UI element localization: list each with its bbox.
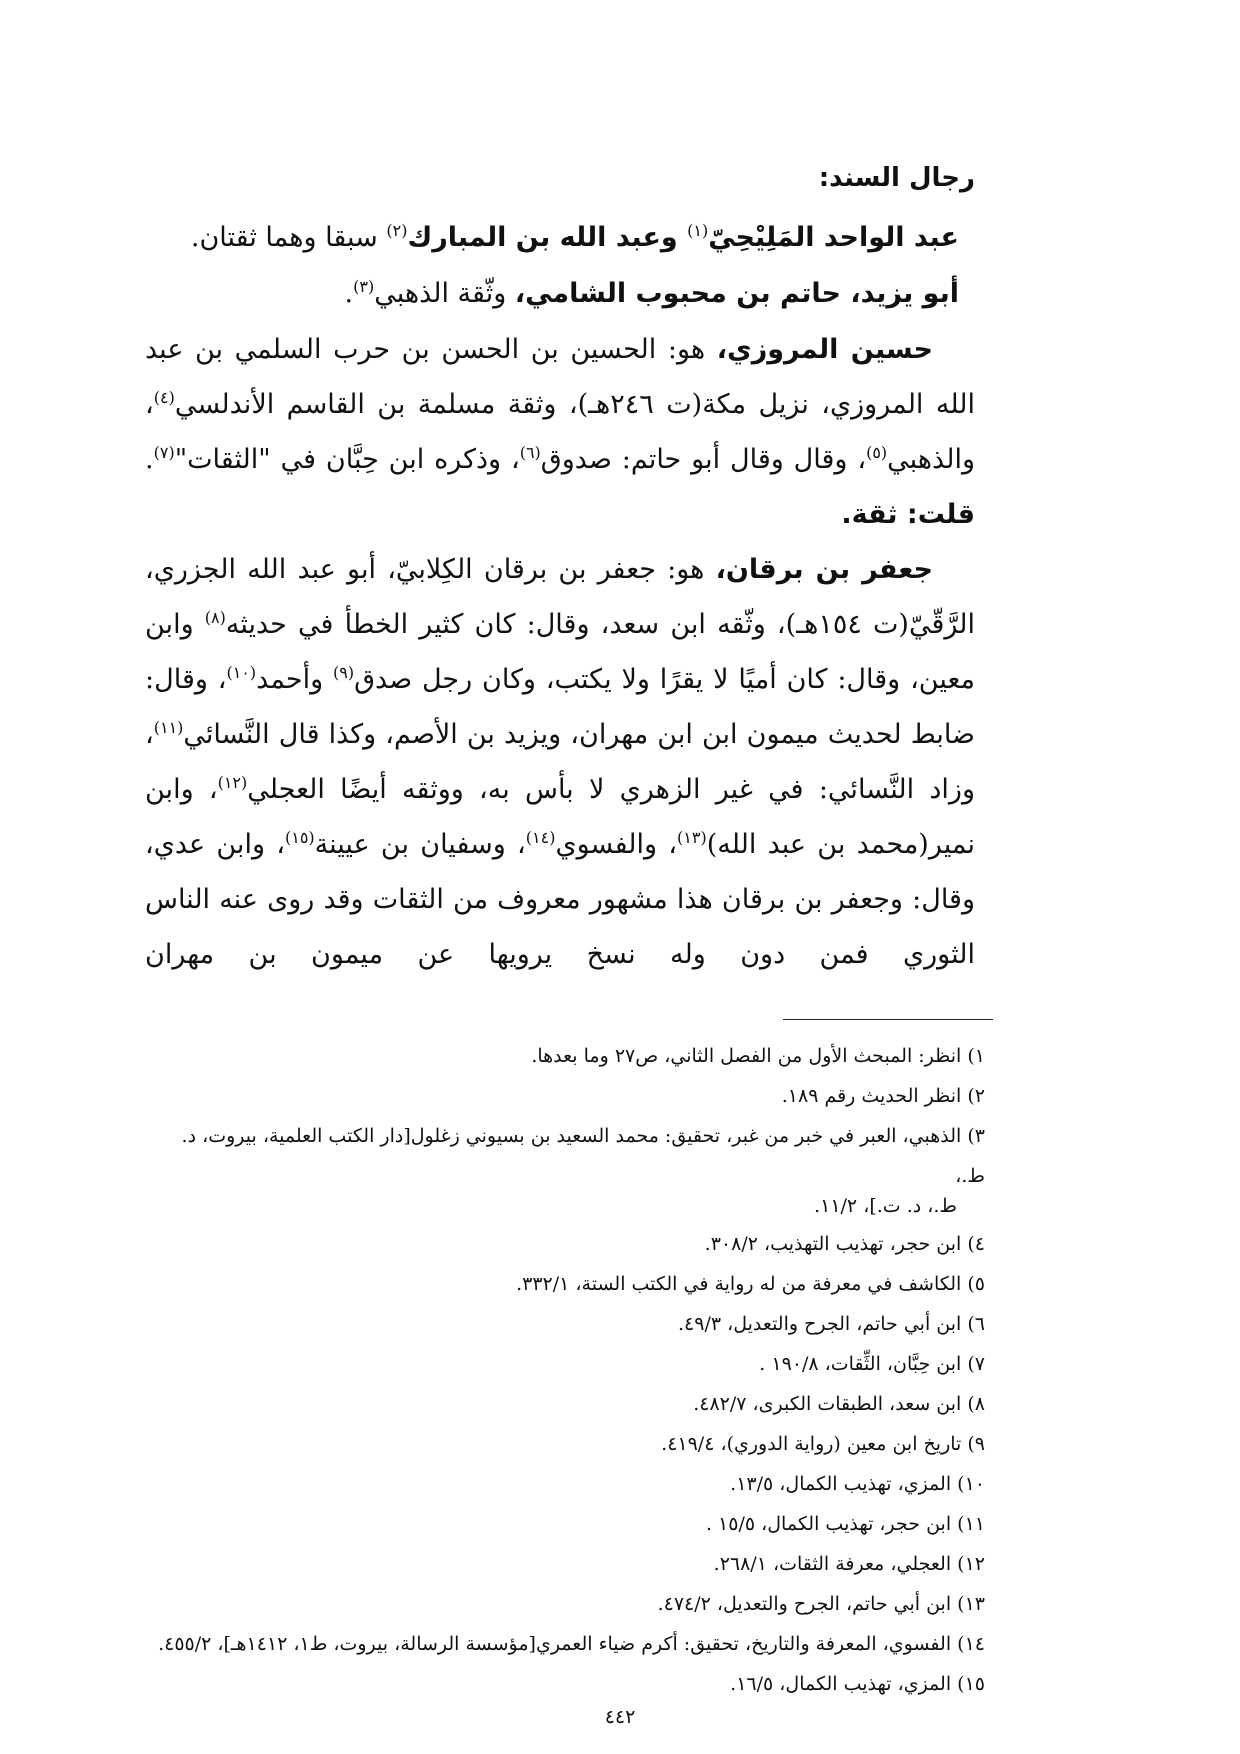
footnote-item: ٥) الكاشف في معرفة من له رواية في الكتب الستة، ٣٣٢/١. [516,1273,985,1295]
paragraph-text: ، والذهبي [145,389,975,475]
footnote-item: ١٠) المزي، تهذيب الكمال، ١٣/٥. [730,1473,985,1495]
footnote-item: ٧) ابن حِبَّان، الثِّقات، ١٩٠/٨ . [759,1353,985,1375]
paragraph-text: ، وذكره ابن حِبَّان في "الثقات" [174,444,520,475]
paragraph-text: ، وزاد النَّسائي: في غير الزهري لا بأس به، ووثقه أيضًا العجلي [145,719,975,805]
narrator-text: سبقا وهما ثقتان. [190,222,387,253]
narrator-line-1 [145,210,975,266]
paragraph-text: وأحمد [256,664,333,695]
footnote-ref[interactable]: (٧) [153,443,175,462]
footnote-item: ٤) ابن حجر، تهذيب التهذيب، ٣٠٨/٢. [704,1233,985,1255]
paragraph-text: وابن معين، وقال: كان أميًا لا يقرًا ولا يكتب، وكان رجل صدق [145,609,975,695]
footnote-item-continuation: ط.، د. ت.]، ١١/٢. [814,1195,957,1217]
footnote-item: ١٣) ابن أبي حاتم، الجرح والتعديل، ٤٧٤/٢. [657,1593,985,1615]
paragraph-text: . [145,444,154,475]
paragraph-text: هو: الحسين بن الحسن بن حرب السلمي بن عبد الله المروزي، نزيل مكة(ت ٢٤٦هـ)، وثقة مسلمة بن القاسم الأندلسي [145,334,976,420]
footnote-ref[interactable]: (١٤) [525,828,556,847]
footnote-item: ٢) انظر الحديث رقم ١٨٩. [781,1085,985,1107]
main-text [145,150,975,982]
paragraph-text: ، وقال وقال أبو حاتم: صدوق [540,444,867,475]
page-number: ٤٤٢ [604,1706,636,1728]
footnote-item: ٩) تاريخ ابن معين (رواية الدوري)، ٤١٩/٤. [661,1433,985,1455]
footnote-ref[interactable]: (١٥) [284,828,315,847]
narrator-name: عبد الواحد المَلِيْحِيّ [708,222,959,253]
footnote-ref[interactable]: (١١) [153,718,184,737]
narrator-text: وثّقة الذهبي [374,278,515,309]
footnotes [155,1036,985,1704]
footnote-ref[interactable]: (١٠) [226,663,257,682]
footnote-item: ١) انظر: المبحث الأول من الفصل الثاني، ص٢٧ وما بعدها. [531,1045,985,1067]
footnote-ref[interactable]: (١٣) [677,828,707,847]
footnote-item: ٣) الذهبي، العبر في خبر من غبر، تحقيق: محمد السعيد بن بسيوني زغلول[دار الكتب العلمية، بيروت، د. ط.، [181,1125,985,1187]
footnote-ref[interactable]: (٥) [866,443,888,462]
section-heading: رجال السند: [818,163,975,193]
paragraph-text: ، وابن نمير(محمد بن عبد الله) [145,774,975,860]
footnote-ref[interactable]: (٩) [333,663,355,682]
footnote-item: ١١) ابن حجر، تهذيب الكمال، ١٥/٥ . [705,1513,985,1535]
paragraph-hussein [145,322,975,542]
footnote-item: ٦) ابن أبي حاتم، الجرح والتعديل، ٤٩/٣. [678,1313,985,1335]
paragraph-text: ، وسفيان بن عيينة [314,829,526,860]
footnote-item: ١٤) الفسوي، المعرفة والتاريخ، تحقيق: أكرم ضياء العمري[مؤسسة الرسالة، بيروت، ط١، ١٤١٢هـ]، ٤٥٥/٢. [158,1633,985,1655]
footnote-ref[interactable]: (٣) [353,277,375,296]
footnote-ref[interactable]: (٤) [153,388,175,407]
footnote-ref[interactable]: (٨) [204,608,226,627]
footnote-ref[interactable]: (٢) [386,221,408,240]
footnote-ref[interactable]: (١٢) [217,773,248,792]
footnote-item: ١٥) المزي، تهذيب الكمال، ١٦/٥. [730,1673,985,1695]
narrator-name: جعفر بن برقان، [715,554,934,585]
footnote-ref[interactable]: (٦) [519,443,541,462]
verdict: قلت: ثقة. [841,499,975,530]
paragraph-text: ، والفسوي [555,829,677,860]
narrator-name: حسين المروزي، [716,334,933,365]
narrator-line-2 [145,266,975,322]
footnote-divider [783,1019,993,1020]
paragraph-text: ، وابن عدي، وقال: وجعفر بن برقان هذا مشهور معروف من الثقات وقد روى عنه الناس الثوري فمن دون وله نسخ يرويها عن ميمون بن مهران [145,829,975,970]
narrator-text: . [344,278,354,309]
paragraph-text: هو: جعفر بن برقان الكِلابيّ، أبو عبد الله الجزري، الرَّقّيّ(ت ١٥٤هـ)، وثّقه ابن سعد، وقال: كان كثير الخطأ في حديثه [145,554,975,640]
paragraph-jaafar [145,542,975,982]
paragraph-text: ، وقال: ضابط لحديث ميمون ابن ابن مهران، ويزيد بن الأصم، وكذا قال النَّسائي [145,664,975,750]
narrator-name: أبو يزيد، حاتم بن محبوب الشامي، [514,278,959,309]
footnote-ref[interactable]: (١) [687,221,709,240]
narrator-name: وعبد الله بن المبارك [407,222,688,253]
footnote-item: ١٢) العجلي، معرفة الثقات، ٢٦٨/١. [713,1553,985,1575]
footnote-item: ٨) ابن سعد، الطبقات الكبرى، ٤٨٢/٧. [693,1393,985,1415]
